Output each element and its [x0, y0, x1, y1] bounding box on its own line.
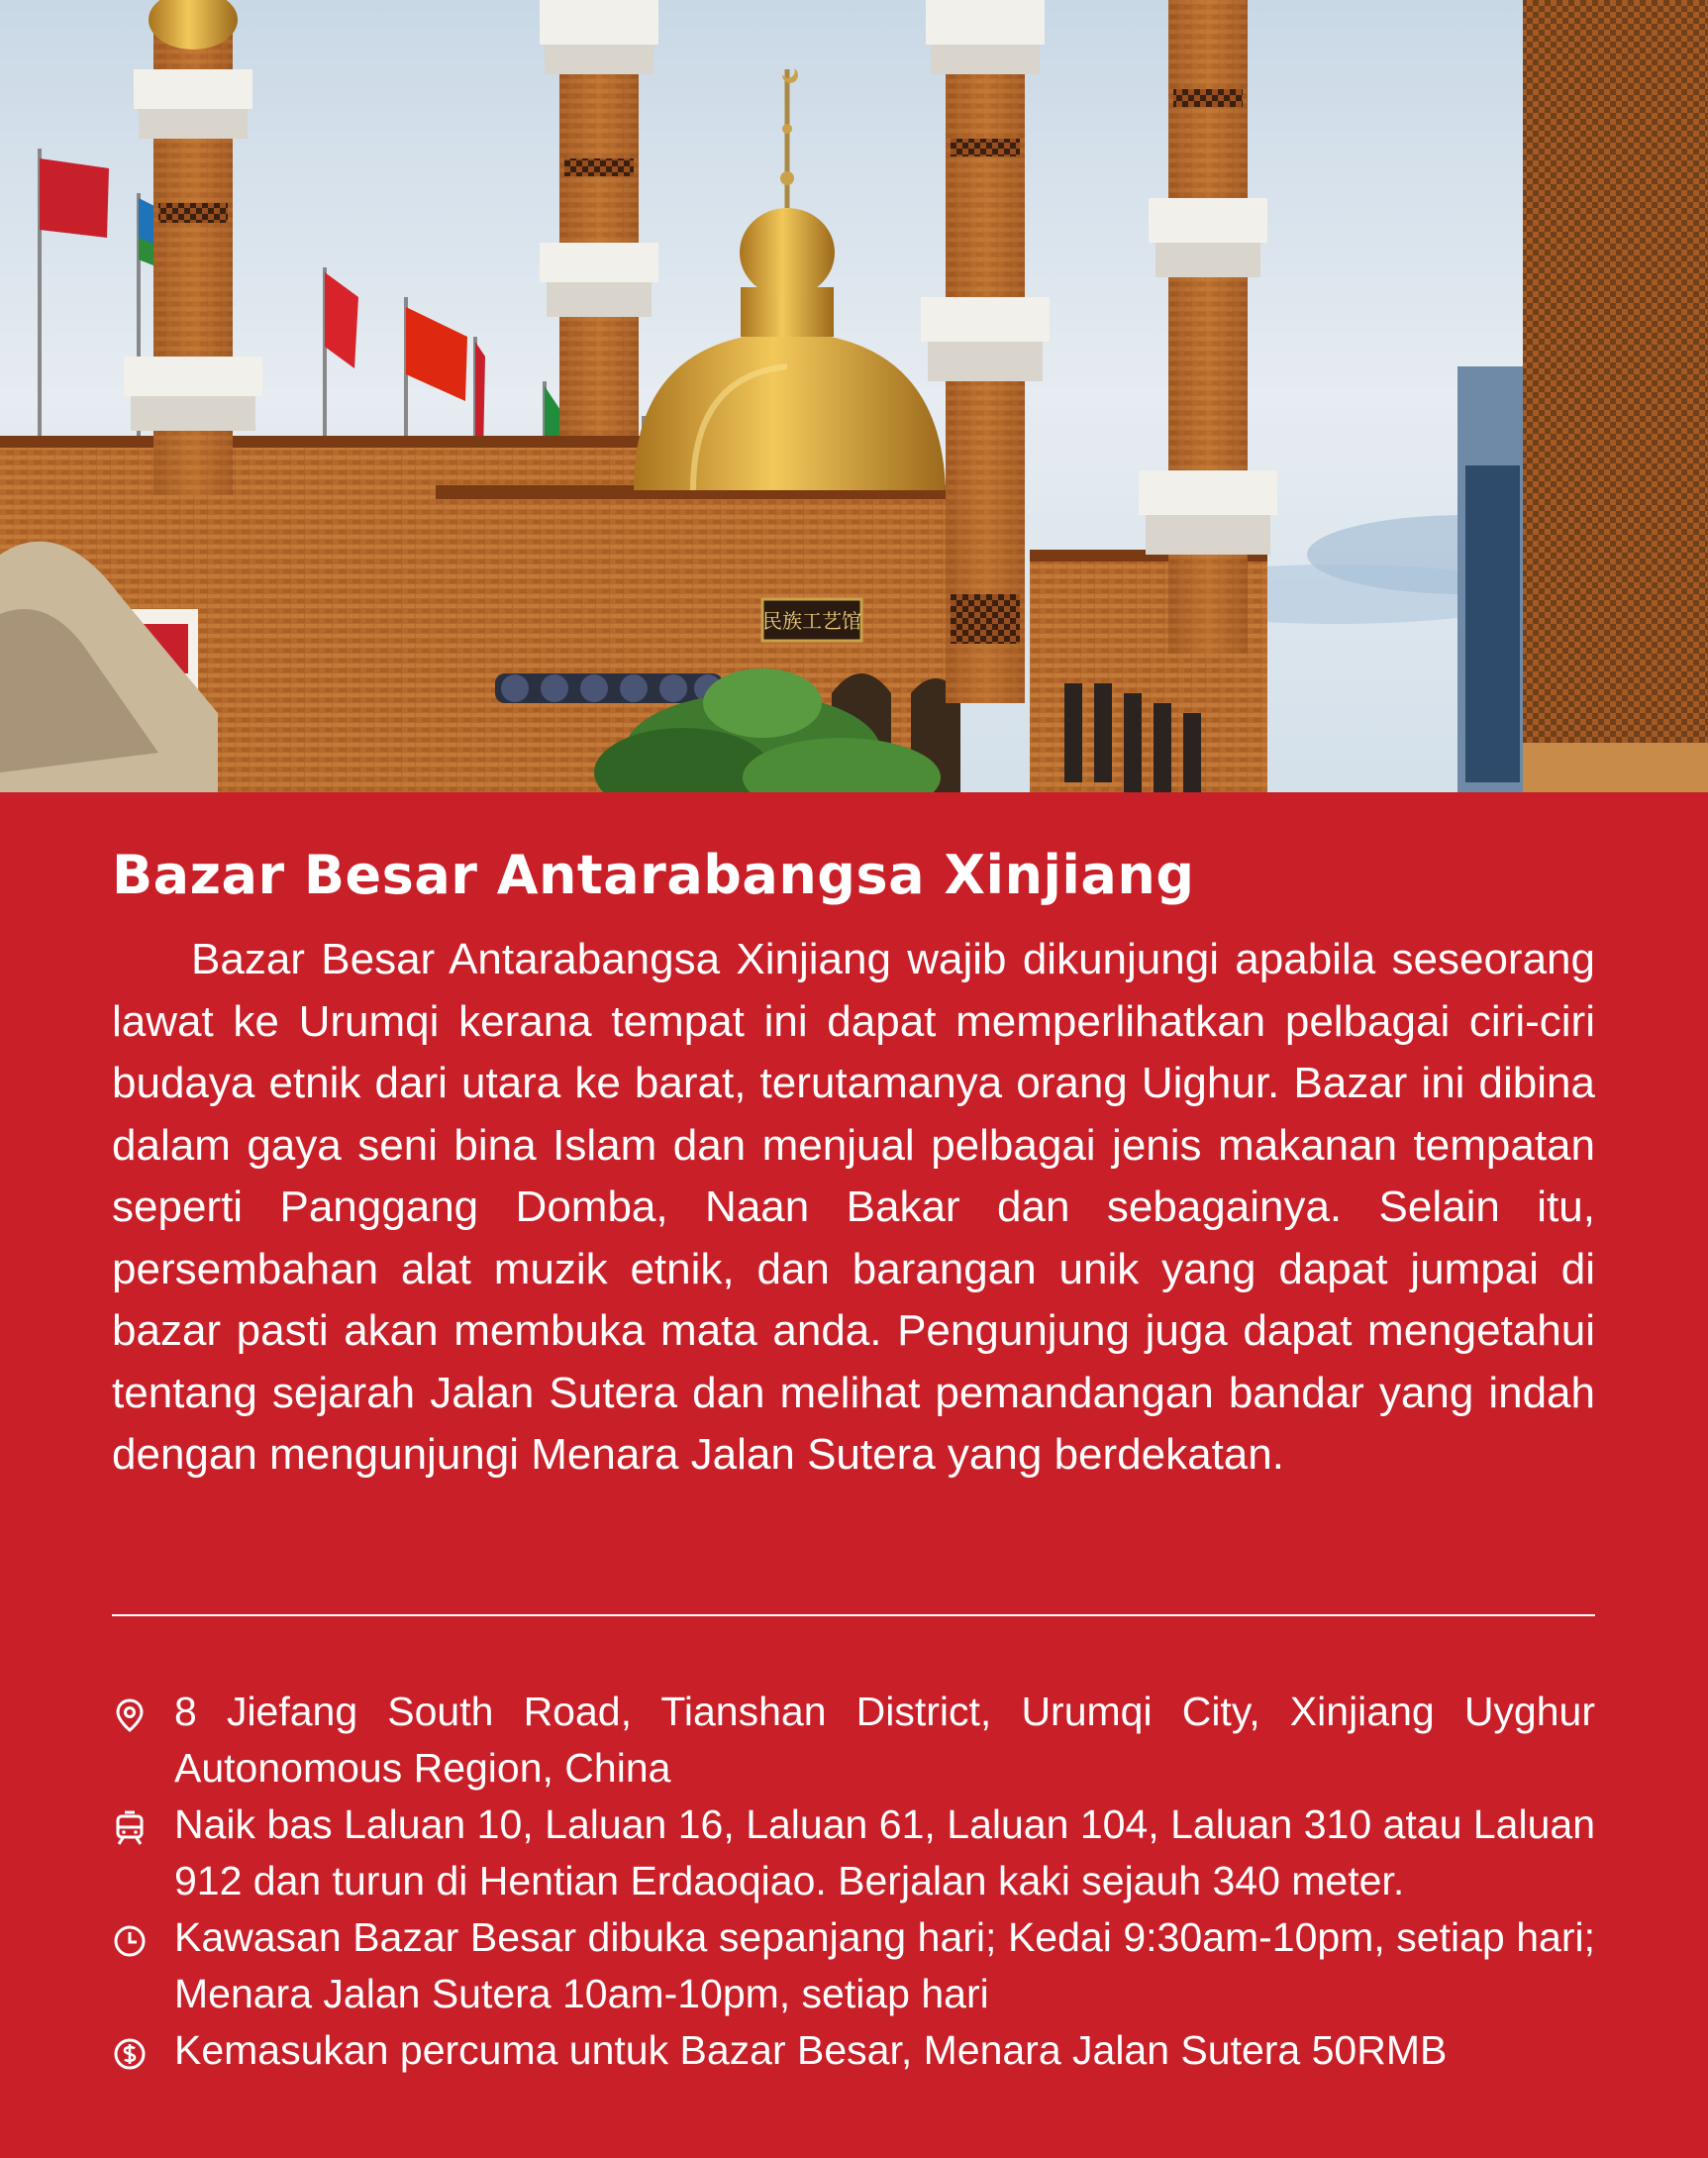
tower-far-right [1523, 0, 1708, 792]
clock-icon [112, 1923, 148, 1959]
info-hours [112, 1909, 1595, 2022]
info-address [112, 1684, 1595, 1797]
article-title: Bazar Besar Antarabangsa Xinjiang [112, 844, 1195, 906]
info-list [112, 1684, 1595, 2079]
info-price-text: Kemasukan percuma untuk Bazar Besar, Menara Jalan Sutera 50RMB [174, 2027, 1448, 2073]
divider [112, 1614, 1595, 1616]
dollar-coin-icon [112, 2036, 148, 2072]
tram-icon [112, 1810, 148, 1846]
info-hours-text: Kawasan Bazar Besar dibuka sepanjang hari; Kedai 9:30am-10pm, setiap hari; Menara Jalan Sutera 10am-10pm, setiap hari [174, 1914, 1595, 2016]
location-pin-icon [112, 1697, 148, 1733]
info-transport-text: Naik bas Laluan 10, Laluan 16, Laluan 61, Laluan 104, Laluan 310 atau Laluan 912 dan turun di Hentian Erdaoqiao. Berjalan kaki sejauh 340 meter. [174, 1801, 1595, 1903]
article-body: Bazar Besar Antarabangsa Xinjiang wajib dikunjungi apabila seseorang lawat ke Urumqi kerana tempat ini dapat memperlihatkan pelbagai ciri-ciri budaya etnik dari utara ke barat, terutamanya orang Uighur. Bazar ini dibina dalam gaya seni bina Islam dan menjual pelbagai jenis makanan tempatan seperti Panggang Domba, Naan Bakar dan sebagainya. Selain itu, persembahan alat muzik etnik, dan barangan unik yang dapat jumpai di bazar pasti akan membuka mata anda. Pengunjung juga dapat mengetahui tentang sejarah Jalan Sutera dan melihat pemandangan bandar yang indah dengan mengunjungi Menara Jalan Sutera yang berdekatan. [112, 935, 1595, 1479]
mosque-bazaar-illustration [0, 0, 1708, 792]
info-price [112, 2022, 1595, 2079]
info-address-text: 8 Jiefang South Road, Tianshan District, Urumqi City, Xinjiang Uyghur Autonomous Region, China [174, 1689, 1595, 1791]
info-transport [112, 1797, 1595, 1909]
hero-photo [0, 0, 1708, 792]
hero-signage-text: 民族工艺馆 [762, 609, 861, 633]
